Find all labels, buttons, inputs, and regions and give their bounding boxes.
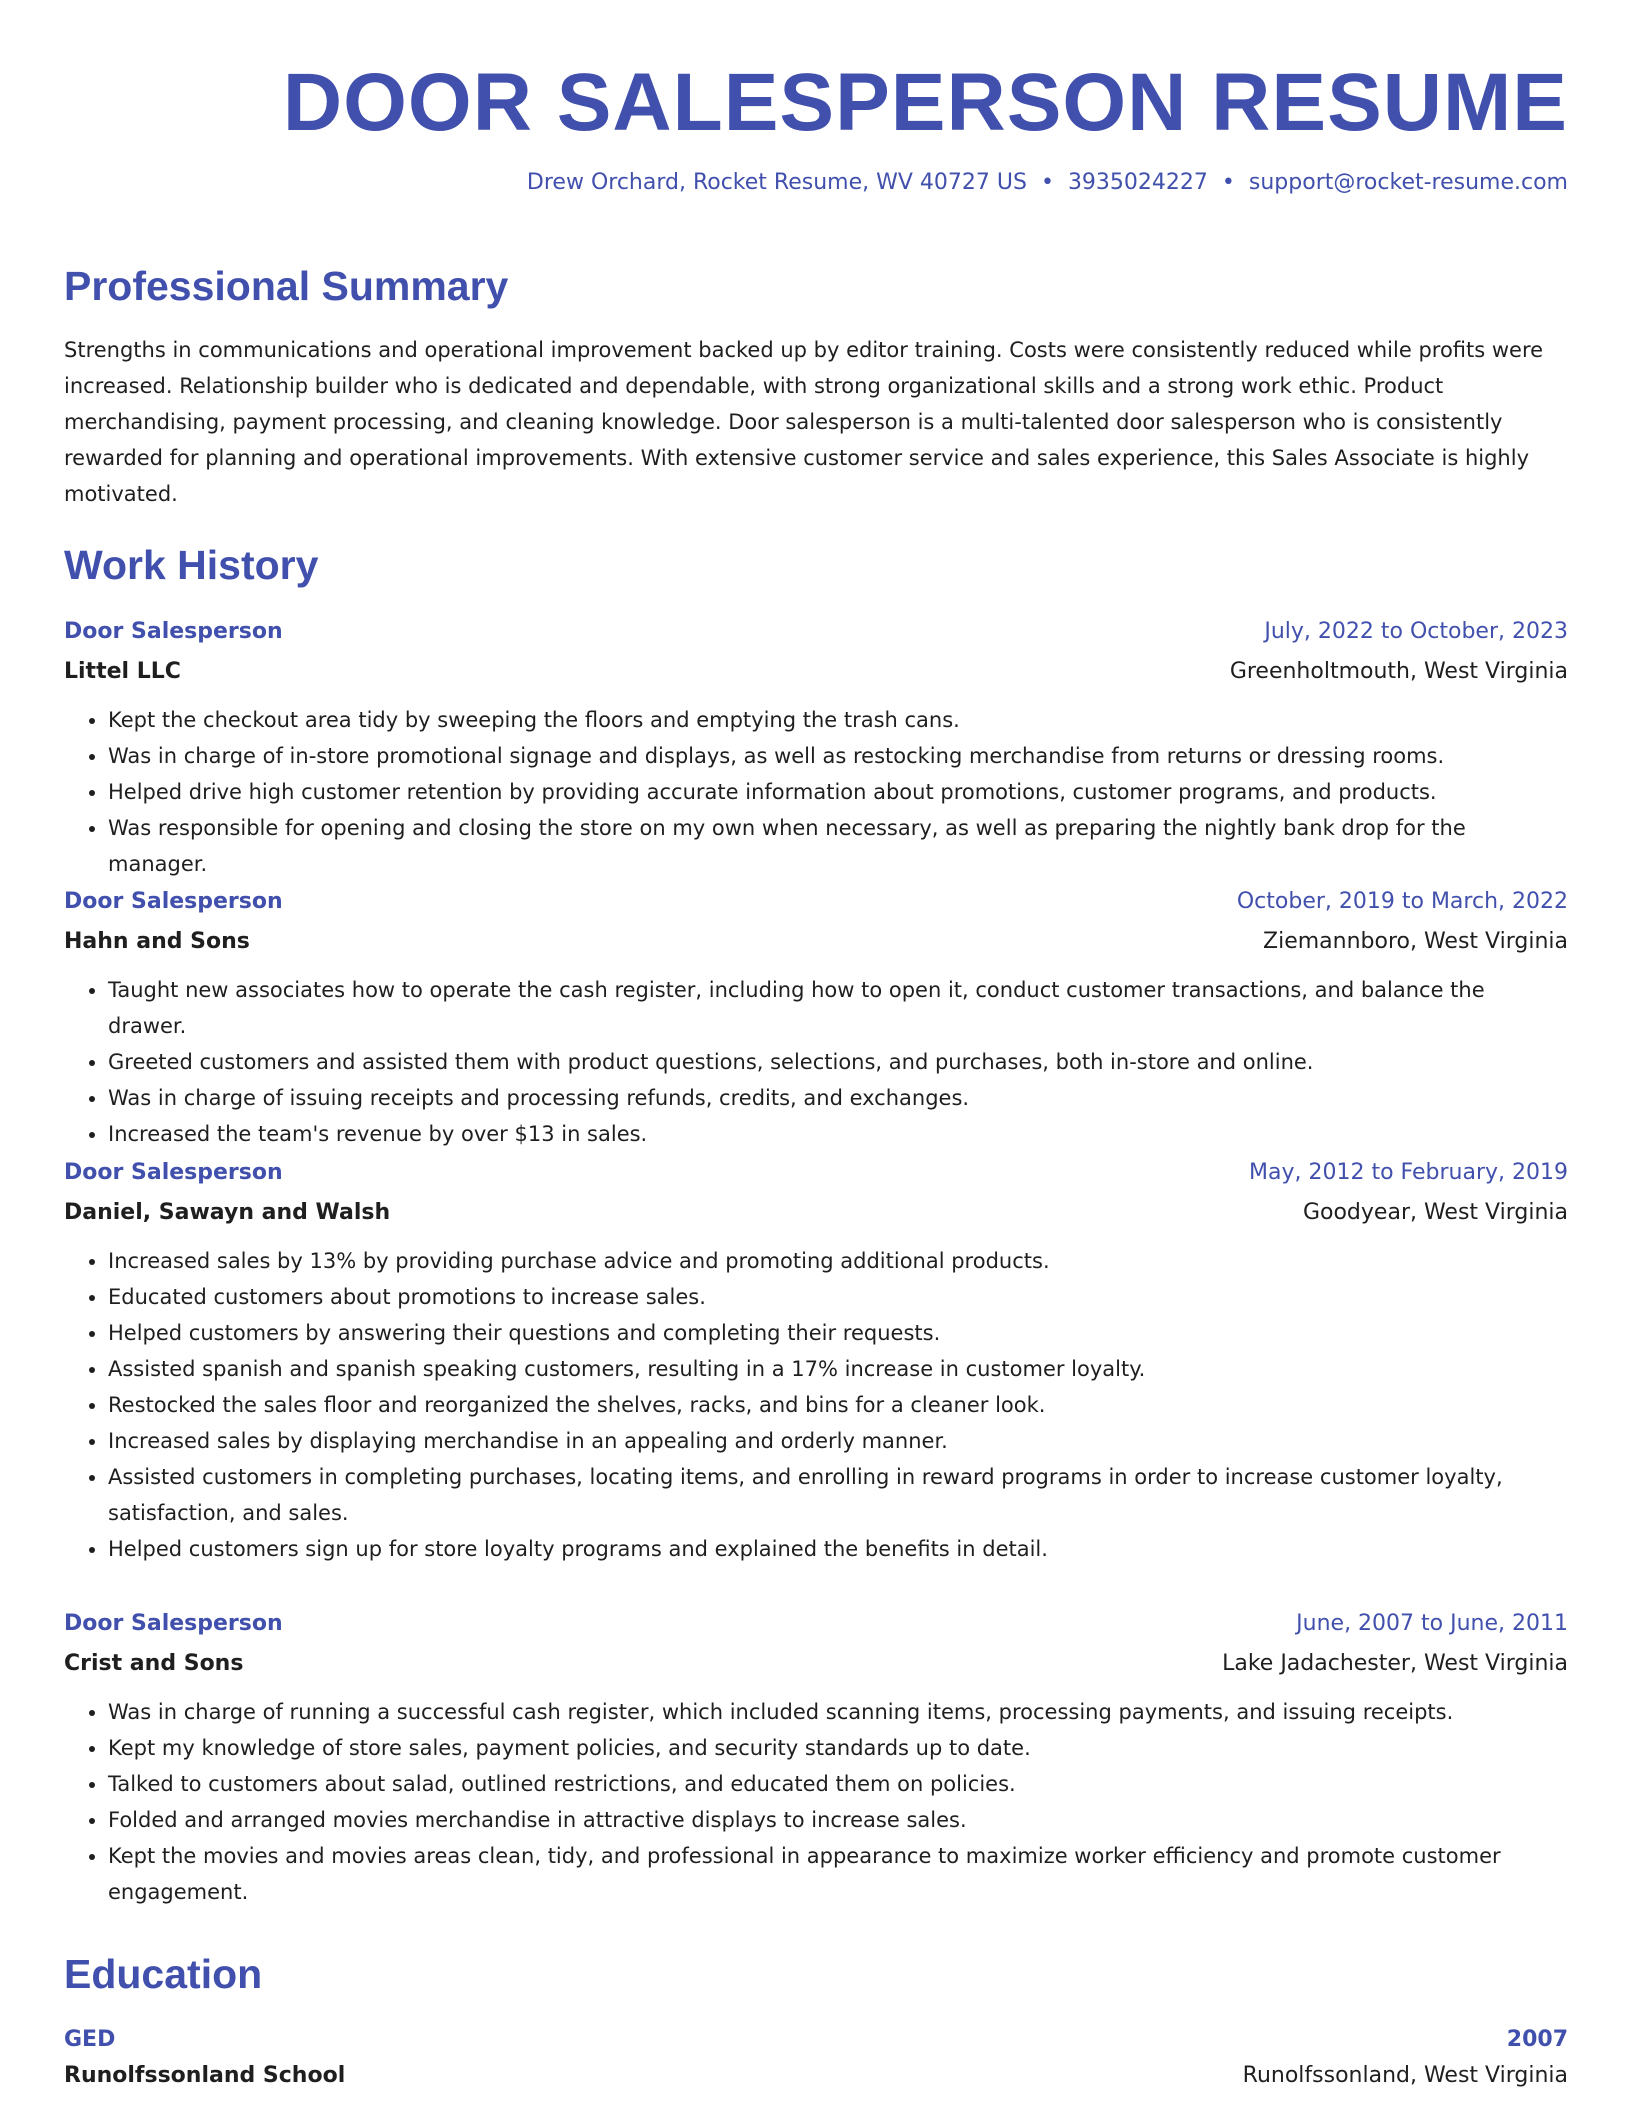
work-history-heading: Work History	[64, 542, 319, 588]
list-item: • Restocked the sales floor and reorganized the shelves, racks, and bins for a cleaner look.	[108, 1387, 1568, 1423]
job-entry	[64, 1157, 1568, 1567]
list-item: • Educated customers about promotions to increase sales.	[108, 1279, 1568, 1315]
list-item: • Helped drive high customer retention by providing accurate information about promotions, customer programs, and products.	[108, 774, 1568, 810]
list-item: • Was in charge of in-store promotional signage and displays, as well as restocking merchandise from returns or dressing rooms.	[108, 738, 1568, 774]
list-item: • Was in charge of running a successful cash register, which included scanning items, processing payments, and issuing receipts.	[108, 1694, 1568, 1730]
education-heading: Education	[64, 1951, 263, 1997]
summary-section	[64, 262, 1568, 512]
job-location: Greenholtmouth, West Virginia	[1229, 659, 1568, 684]
job-entry	[64, 886, 1568, 1152]
list-item: • Assisted spanish and spanish speaking customers, resulting in a 17% increase in customer loyalty.	[108, 1351, 1568, 1387]
list-item: • Kept the movies and movies areas clean, tidy, and professional in appearance to maximize worker efficiency and promote customer engagement.	[108, 1838, 1568, 1910]
job-dates: May, 2012 to February, 2019	[1249, 1160, 1568, 1185]
list-item: • Helped customers sign up for store loyalty programs and explained the benefits in detail.	[108, 1531, 1568, 1567]
job-bullets	[64, 1694, 1568, 1910]
work-history-section	[64, 541, 1568, 589]
job-company: Littel LLC	[64, 659, 181, 684]
job-location: Lake Jadachester, West Virginia	[1222, 1651, 1568, 1676]
list-item: • Talked to customers about salad, outlined restrictions, and educated them on policies.	[108, 1766, 1568, 1802]
contact-phone: 3935024227	[1067, 170, 1208, 195]
list-item: • Increased the team's revenue by over $13 in sales.	[108, 1116, 1568, 1152]
education-entry	[64, 2024, 1568, 2092]
list-item: • Greeted customers and assisted them with product questions, selections, and purchases, both in-store and online.	[108, 1044, 1568, 1080]
contact-email: support@rocket-resume.com	[1248, 170, 1568, 195]
summary-text: Strengths in communications and operational improvement backed up by editor training. Costs were consistently reduced while profits were increased. Relationship builder who is dedicated and dependable, with strong organizational skills and a strong work ethic. Product merchandising, payment processing, and cleaning knowledge. Door salesperson is a multi-talented door salesperson who is consistently rewarded for planning and operational improvements. With extensive customer service and sales experience, this Sales Associate is highly motivated.	[64, 338, 1544, 506]
job-title: Door Salesperson	[64, 889, 283, 914]
contact-address: Drew Orchard, Rocket Resume, WV 40727 US	[526, 170, 1027, 195]
contact-separator: •	[1040, 170, 1054, 195]
job-entry	[64, 1608, 1568, 1910]
list-item: • Helped customers by answering their questions and completing their requests.	[108, 1315, 1568, 1351]
job-dates: July, 2022 to October, 2023	[1264, 619, 1568, 644]
list-item: • Kept my knowledge of store sales, payment policies, and security standards up to date.	[108, 1730, 1568, 1766]
job-location: Ziemannboro, West Virginia	[1263, 929, 1568, 954]
education-section	[64, 1950, 1568, 1998]
education-location: Runolfssonland, West Virginia	[1242, 2063, 1568, 2088]
job-title: Door Salesperson	[64, 619, 283, 644]
job-title: Door Salesperson	[64, 1160, 283, 1185]
job-bullets	[64, 702, 1568, 882]
contact-line	[527, 168, 1568, 198]
list-item: • Was responsible for opening and closing the store on my own when necessary, as well as preparing the nightly bank drop for the manager.	[108, 810, 1568, 882]
summary-heading: Professional Summary	[64, 263, 509, 309]
list-item: • Taught new associates how to operate the cash register, including how to open it, conduct customer transactions, and balance the drawer.	[108, 972, 1568, 1044]
list-item: • Kept the checkout area tidy by sweeping the floors and emptying the trash cans.	[108, 702, 1568, 738]
job-entry	[64, 616, 1568, 882]
page-title: DOOR SALESPERSON RESUME	[282, 57, 1568, 148]
list-item: • Assisted customers in completing purchases, locating items, and enrolling in reward programs in order to increase customer loyalty, satisfaction, and sales.	[108, 1459, 1568, 1531]
education-degree: GED	[64, 2027, 116, 2052]
contact-separator: •	[1221, 170, 1235, 195]
job-bullets	[64, 972, 1568, 1152]
education-year: 2007	[1506, 2027, 1568, 2052]
job-company: Daniel, Sawayn and Walsh	[64, 1200, 391, 1225]
job-location: Goodyear, West Virginia	[1302, 1200, 1568, 1225]
job-dates: October, 2019 to March, 2022	[1236, 889, 1568, 914]
job-company: Crist and Sons	[64, 1651, 244, 1676]
job-bullets	[64, 1243, 1568, 1567]
list-item: • Was in charge of issuing receipts and processing refunds, credits, and exchanges.	[108, 1080, 1568, 1116]
list-item: • Folded and arranged movies merchandise in attractive displays to increase sales.	[108, 1802, 1568, 1838]
job-dates: June, 2007 to June, 2011	[1296, 1611, 1568, 1636]
list-item: • Increased sales by displaying merchandise in an appealing and orderly manner.	[108, 1423, 1568, 1459]
education-school: Runolfssonland School	[64, 2063, 346, 2088]
job-company: Hahn and Sons	[64, 929, 250, 954]
list-item: • Increased sales by 13% by providing purchase advice and promoting additional products.	[108, 1243, 1568, 1279]
job-title: Door Salesperson	[64, 1611, 283, 1636]
